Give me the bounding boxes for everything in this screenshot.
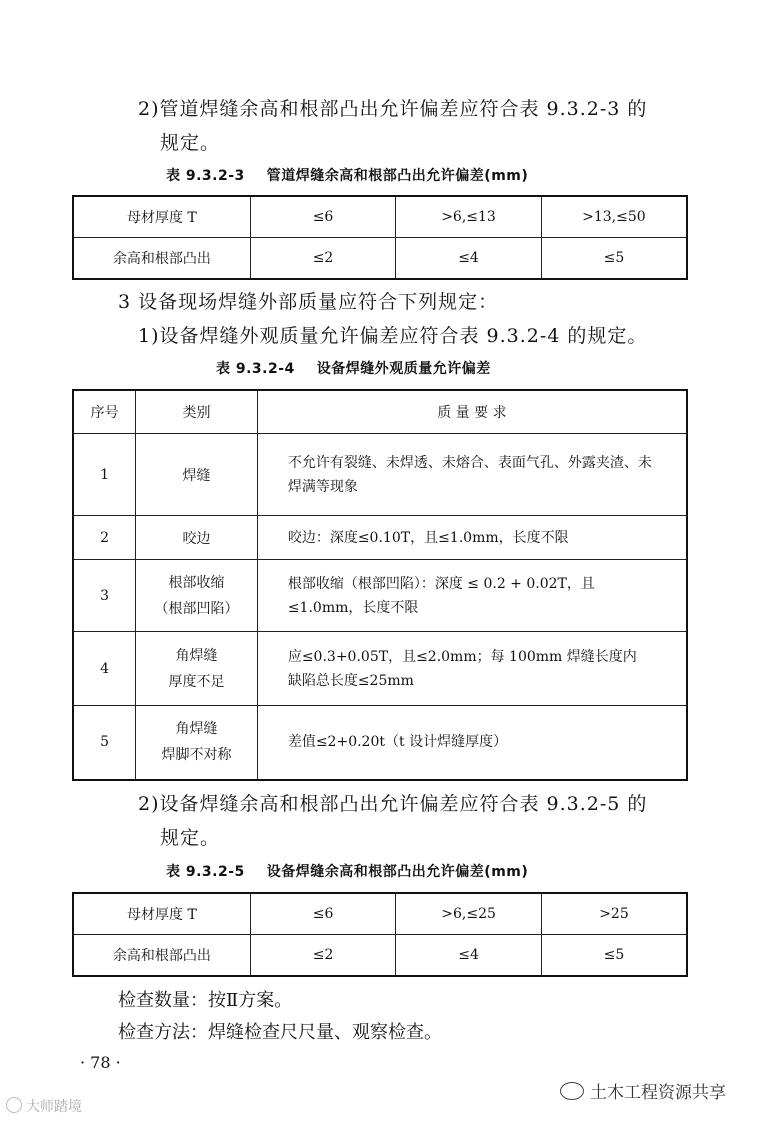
table-row <box>73 893 687 935</box>
row-requirement: 根部收缩（根部凹陷）：深度 ≤ 0.2 + 0.02T，且 ≤1.0mm，长度不限 <box>257 560 687 632</box>
row-number: 2 <box>73 516 136 560</box>
column-header-no: 序号 <box>73 390 136 434</box>
check-method: 检查方法：焊缝检查尺尺量、观察检查。 <box>118 1022 442 1043</box>
column-header-requirement: 质 量 要 求 <box>257 390 687 434</box>
table-cell: >13,≤50 <box>541 196 687 238</box>
table-cell: >25 <box>541 893 687 935</box>
wechat-icon <box>560 1082 584 1100</box>
row-requirement: 应≤0.3+0.05T，且≤2.0mm；每 100mm 焊缝长度内 缺陷总长度≤25mm <box>257 632 687 706</box>
table-cell: 母材厚度 T <box>73 196 250 238</box>
table-cell: ≤5 <box>541 238 687 280</box>
table2-caption <box>216 358 491 378</box>
row-requirement: 不允许有裂缝、未焊透、未熔合、表面气孔、外露夹渣、未 焊满等现象 <box>257 434 687 516</box>
table3-caption <box>166 861 528 881</box>
row-category: 角焊缝 焊脚不对称 <box>136 706 258 780</box>
row-number: 3 <box>73 560 136 632</box>
table3-caption-title: 设备焊缝余高和根部凸出允许偏差(mm) <box>266 864 529 880</box>
table1-caption-number: 表 9.3.2-3 <box>166 168 245 184</box>
table-cell: ≤2 <box>250 238 395 280</box>
row-number: 4 <box>73 632 136 706</box>
table-header-row <box>73 390 687 434</box>
watermark-left: 大师踏境 <box>6 1096 82 1116</box>
paragraph-equipment-reinforcement-line1: 2)设备焊缝余高和根部凸出允许偏差应符合表 9.3.2-5 的 <box>138 793 648 815</box>
paragraph-equipment-reinforcement-line2: 规定。 <box>160 827 221 849</box>
logo-icon <box>6 1097 22 1113</box>
table-equipment-weld-tolerance <box>72 892 688 977</box>
table-cell: ≤4 <box>396 935 542 977</box>
check-quantity: 检查数量：按Ⅱ方案。 <box>118 990 293 1011</box>
table-row <box>73 196 687 238</box>
table-cell: ≤2 <box>250 935 395 977</box>
row-requirement: 差值≤2+0.20t（t 设计焊缝厚度） <box>257 706 687 780</box>
table-cell: ≤6 <box>250 196 395 238</box>
row-requirement: 咬边：深度≤0.10T，且≤1.0mm，长度不限 <box>257 516 687 560</box>
table-row <box>73 935 687 977</box>
watermark-right: 土木工程资源共享 <box>560 1078 726 1103</box>
table-row <box>73 706 687 780</box>
row-number: 1 <box>73 434 136 516</box>
paragraph-equipment-appearance: 1)设备焊缝外观质量允许偏差应符合表 9.3.2-4 的规定。 <box>138 325 648 347</box>
table-cell: >6,≤13 <box>396 196 542 238</box>
table-row <box>73 516 687 560</box>
row-number: 5 <box>73 706 136 780</box>
table-cell: 余高和根部凸出 <box>73 935 250 977</box>
table-cell: 母材厚度 T <box>73 893 250 935</box>
table-cell: ≤6 <box>250 893 395 935</box>
table2-caption-number: 表 9.3.2-4 <box>216 361 295 377</box>
paragraph-pipe-weld-line2: 规定。 <box>160 132 221 154</box>
table-equipment-weld-appearance <box>72 389 688 781</box>
table-cell: >6,≤25 <box>396 893 542 935</box>
column-header-category: 类别 <box>136 390 258 434</box>
table-row <box>73 434 687 516</box>
table-row <box>73 560 687 632</box>
table-cell: 余高和根部凸出 <box>73 238 250 280</box>
table1-caption <box>166 165 528 185</box>
section-3-heading: 3 设备现场焊缝外部质量应符合下列规定： <box>118 291 499 313</box>
table-row <box>73 632 687 706</box>
table1-caption-title: 管道焊缝余高和根部凸出允许偏差(mm) <box>266 168 529 184</box>
table-cell: ≤4 <box>396 238 542 280</box>
table-pipe-weld-tolerance <box>72 195 688 280</box>
row-category: 根部收缩 （根部凹陷） <box>136 560 258 632</box>
table2-caption-title: 设备焊缝外观质量允许偏差 <box>316 361 491 377</box>
paragraph-pipe-weld-line1: 2)管道焊缝余高和根部凸出允许偏差应符合表 9.3.2-3 的 <box>138 98 648 120</box>
row-category: 咬边 <box>136 516 258 560</box>
table-cell: ≤5 <box>541 935 687 977</box>
row-category: 焊缝 <box>136 434 258 516</box>
page-number: · 78 · <box>80 1053 121 1072</box>
table3-caption-number: 表 9.3.2-5 <box>166 864 245 880</box>
row-category: 角焊缝 厚度不足 <box>136 632 258 706</box>
table-row <box>73 238 687 280</box>
